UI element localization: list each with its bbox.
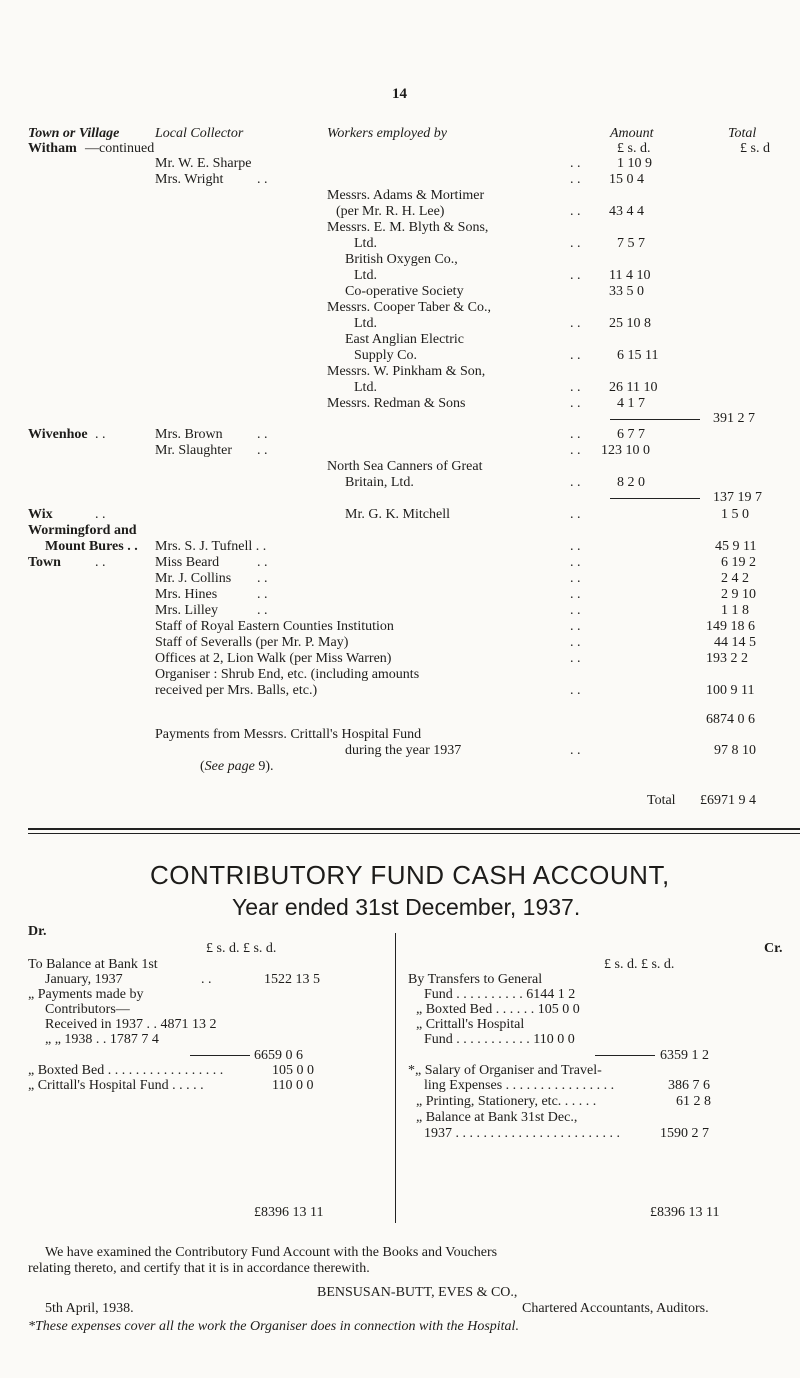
collector-name: Mrs. Lilley (155, 603, 218, 618)
leader-dots: . . (257, 555, 268, 570)
debit-line: „ Crittall's Hospital Fund . . . . . (28, 1078, 204, 1093)
page-number: 14 (392, 86, 407, 102)
employer-name: East Anglian Electric (345, 332, 464, 347)
leader-dots: . . (95, 555, 106, 570)
town-total: 1 5 0 (721, 507, 749, 522)
header-total: Total (728, 126, 757, 141)
town-name: Wivenhoe (28, 427, 88, 442)
account-subtitle: Year ended 31st December, 1937. (232, 894, 581, 920)
amount-units: £ s. d. (617, 141, 651, 156)
credit-amount: 61 2 8 (676, 1094, 711, 1109)
divider-rule (28, 828, 800, 830)
subtotal-rule (595, 1055, 655, 1056)
employer-name: British Oxygen Co., (345, 252, 458, 267)
leader-dots: . . (570, 651, 581, 666)
debit-line: To Balance at Bank 1st (28, 957, 158, 972)
footnote: *These expenses cover all the work the Organiser does in connection with the Hospital. (28, 1319, 519, 1334)
total-value: 2 9 10 (721, 587, 756, 602)
amount-value: 6 15 11 (617, 348, 659, 363)
auditor-role: Chartered Accountants, Auditors. (522, 1301, 709, 1316)
staff-line: Staff of Severalls (per Mr. P. May) (155, 635, 349, 650)
amount-value: 6 7 7 (617, 427, 645, 442)
town-total: 391 2 7 (713, 411, 755, 426)
collector-name: Mrs. Brown (155, 427, 223, 442)
employer-name: Messrs. Redman & Sons (327, 396, 466, 411)
leader-dots: . . (570, 348, 581, 363)
total-value: 193 2 2 (706, 651, 748, 666)
credit-line: „ Balance at Bank 31st Dec., (416, 1110, 578, 1125)
debit-line: January, 1937 (45, 972, 123, 987)
credit-line: „ Boxted Bed . . . . . . 105 0 0 (416, 1002, 580, 1017)
collector-name: Mrs. Hines (155, 587, 218, 602)
header-town: Town or Village (28, 126, 120, 141)
leader-dots: . . (570, 316, 581, 331)
leader-dots: . . (570, 603, 581, 618)
employer-name: Messrs. Cooper Taber & Co., (327, 300, 492, 315)
staff-line: Staff of Royal Eastern Counties Institution (155, 619, 394, 634)
leader-dots: . . (570, 396, 581, 411)
subtotal-rule (190, 1055, 250, 1056)
leader-dots: . . (201, 972, 212, 987)
amount-value: 15 0 4 (609, 172, 644, 187)
payments-reference: (See page 9). (200, 759, 274, 774)
total-units: £ s. d (740, 141, 770, 156)
leader-dots: . . (95, 507, 106, 522)
leader-dots: . . (570, 619, 581, 634)
header-amount: Amount (610, 126, 654, 141)
total-value: 44 14 5 (714, 635, 756, 650)
collector-name: Miss Beard (155, 555, 220, 570)
employer-name: Supply Co. (354, 348, 418, 363)
credit-line: By Transfers to General (408, 972, 543, 987)
leader-dots: . . (257, 587, 268, 602)
town-name: Wix (28, 507, 53, 522)
leader-dots: . . (570, 635, 581, 650)
account-title: CONTRIBUTORY FUND CASH ACCOUNT, (150, 860, 670, 890)
auditor-firm: BENSUSAN-BUTT, EVES & CO., (317, 1285, 518, 1300)
total-value: 100 9 11 (706, 683, 755, 698)
leader-dots: . . (570, 443, 581, 458)
leader-dots: . . (257, 172, 268, 187)
amount-value: 25 10 8 (609, 316, 651, 331)
audit-date: 5th April, 1938. (45, 1301, 134, 1316)
town-total: 137 19 7 (713, 490, 762, 505)
debit-amount: 105 0 0 (272, 1063, 314, 1078)
leader-dots: . . (570, 555, 581, 570)
employer-name: Ltd. (354, 380, 377, 395)
amount-value: 123 10 0 (601, 443, 650, 458)
credit-line: *„ Salary of Organiser and Travel- (408, 1063, 602, 1078)
debit-amount: 1522 13 5 (264, 972, 320, 987)
collector-name: Mrs. Wright (155, 172, 224, 187)
credit-amount: 386 7 6 (668, 1078, 710, 1093)
debit-line: Contributors— (45, 1002, 130, 1017)
town-name: Town (28, 555, 61, 570)
credit-line: Fund . . . . . . . . . . 6144 1 2 (424, 987, 576, 1002)
credit-line: Fund . . . . . . . . . . . 110 0 0 (424, 1032, 575, 1047)
leader-dots: . . (95, 427, 106, 442)
leader-dots: . . (570, 236, 581, 251)
subtotal-value: 6874 0 6 (706, 712, 755, 727)
total-value: 45 9 11 (715, 539, 757, 554)
amount-value: 43 4 4 (609, 204, 644, 219)
employer-name: (per Mr. R. H. Lee) (336, 204, 445, 219)
leader-dots: . . (570, 539, 581, 554)
leader-dots: . . (570, 427, 581, 442)
audit-text: We have examined the Contributory Fund Account with the Books and Vouchers (45, 1245, 498, 1260)
audit-text: relating thereto, and certify that it is in accordance therewith. (28, 1261, 370, 1276)
subtotal-rule (610, 498, 700, 499)
leader-dots: . . (570, 571, 581, 586)
leader-dots: . . (257, 571, 268, 586)
employer-name: Ltd. (354, 236, 377, 251)
debit-line: Received in 1937 . . 4871 13 2 (45, 1017, 217, 1032)
leader-dots: . . (570, 587, 581, 602)
debit-column-units: £ s. d. £ s. d. (206, 941, 277, 956)
leader-dots: . . (257, 443, 268, 458)
credit-amount: 6359 1 2 (660, 1048, 709, 1063)
grand-total-amount: £6971 9 4 (700, 793, 756, 808)
leader-dots: . . (257, 603, 268, 618)
amount-value: 26 11 10 (609, 380, 658, 395)
credit-line: ling Expenses . . . . . . . . . . . . . . . . (424, 1078, 615, 1093)
employer-name: Co-operative Society (345, 284, 464, 299)
amount-value: 7 5 7 (617, 236, 645, 251)
employer-name: Ltd. (354, 316, 377, 331)
debit-line: „ Boxted Bed . . . . . . . . . . . . . . . . . (28, 1063, 224, 1078)
employer-name: Britain, Ltd. (345, 475, 414, 490)
credit-line: „ Crittall's Hospital (416, 1017, 525, 1032)
debit-amount: 6659 0 6 (254, 1048, 303, 1063)
amount-value: 1 10 9 (617, 156, 652, 171)
employer-name: Messrs. Adams & Mortimer (327, 188, 485, 203)
total-value: 1 1 8 (721, 603, 749, 618)
debit-label: Dr. (28, 924, 47, 939)
grand-total-label: Total (647, 793, 676, 808)
credit-total: £8396 13 11 (650, 1205, 720, 1220)
divider-rule (28, 833, 800, 834)
town-name: Witham (28, 141, 77, 156)
amount-value: 4 1 7 (617, 396, 645, 411)
column-separator (395, 933, 396, 1223)
employer-name: Ltd. (354, 268, 377, 283)
amount-value: 33 5 0 (609, 284, 644, 299)
staff-line: Organiser : Shrub End, etc. (including amounts (155, 667, 420, 682)
leader-dots: . . (570, 380, 581, 395)
continued-label: —continued (85, 141, 155, 156)
leader-dots: . . (570, 172, 581, 187)
amount-value: 8 2 0 (617, 475, 645, 490)
debit-total: £8396 13 11 (254, 1205, 324, 1220)
collector-name: Mrs. S. J. Tufnell . . (155, 539, 267, 554)
amount-value: 11 4 10 (609, 268, 651, 283)
leader-dots: . . (570, 268, 581, 283)
employer-name: Messrs. W. Pinkham & Son, (327, 364, 486, 379)
leader-dots: . . (570, 204, 581, 219)
total-value: 2 4 2 (721, 571, 749, 586)
subtotal-rule (610, 419, 700, 420)
payments-line: during the year 1937 (345, 743, 462, 758)
credit-amount: 1590 2 7 (660, 1126, 709, 1141)
leader-dots: . . (570, 743, 581, 758)
payments-line: Payments from Messrs. Crittall's Hospital Fund (155, 727, 422, 742)
header-collector: Local Collector (155, 126, 244, 141)
leader-dots: . . (570, 475, 581, 490)
credit-column-units: £ s. d. £ s. d. (604, 957, 675, 972)
town-name: Mount Bures . . (45, 539, 138, 554)
employer-name: North Sea Canners of Great (327, 459, 483, 474)
staff-line: received per Mrs. Balls, etc.) (155, 683, 318, 698)
total-value: 149 18 6 (706, 619, 755, 634)
collector-name: Mr. J. Collins (155, 571, 232, 586)
debit-line: „ Payments made by (28, 987, 144, 1002)
employer-name: Mr. G. K. Mitchell (345, 507, 450, 522)
header-workers: Workers employed by (327, 126, 448, 141)
payments-amount: 97 8 10 (714, 743, 756, 758)
credit-line: „ Printing, Stationery, etc. . . . . . (416, 1094, 597, 1109)
staff-line: Offices at 2, Lion Walk (per Miss Warren) (155, 651, 392, 666)
collector-name: Mr. Slaughter (155, 443, 232, 458)
leader-dots: . . (570, 507, 581, 522)
town-name: Wormingford and (28, 523, 137, 538)
credit-label: Cr. (764, 941, 783, 956)
leader-dots: . . (570, 683, 581, 698)
debit-amount: 110 0 0 (272, 1078, 314, 1093)
leader-dots: . . (570, 156, 581, 171)
collector-name: Mr. W. E. Sharpe (155, 156, 252, 171)
leader-dots: . . (257, 427, 268, 442)
credit-line: 1937 . . . . . . . . . . . . . . . . . . . . . . . . (424, 1126, 620, 1141)
total-value: 6 19 2 (721, 555, 756, 570)
employer-name: Messrs. E. M. Blyth & Sons, (327, 220, 489, 235)
debit-line: „ „ 1938 . . 1787 7 4 (45, 1032, 159, 1047)
